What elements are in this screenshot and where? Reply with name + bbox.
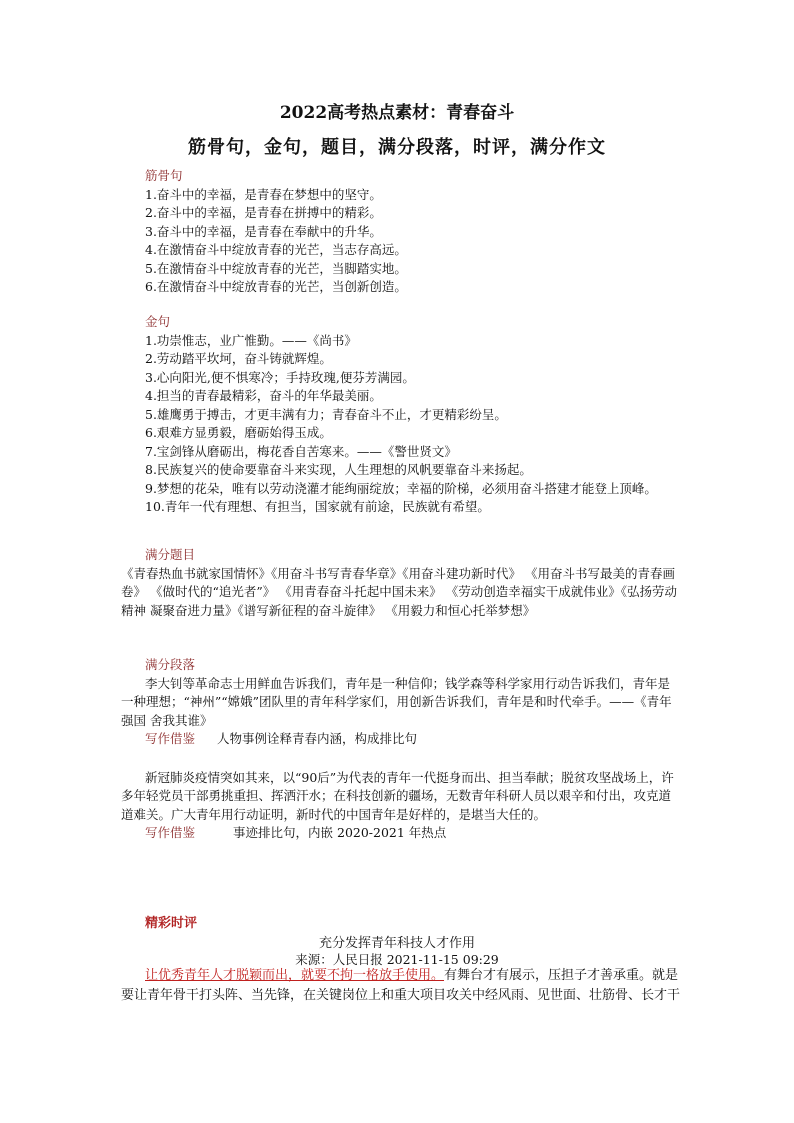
jingu-item: 5.在激情奋斗中绽放青春的光芒，当脚踏实地。 [145, 260, 407, 276]
jinju-item: 6.艰难方显勇毅，磨砺始得玉成。 [145, 425, 332, 440]
timu-text: 《青春热血书就家国情怀》《用奋斗书写青春华章》《用奋斗建功新时代》 《用奋斗书写最美的青春画卷》 《做时代的“追光者”》 《用青春奋斗托起中国未来》 《劳动创造幸福实干成就伟业》《弘扬劳动精神 凝聚奋进力量》《谱写新征程的奋斗旋律》 《用毅力和恒心托举梦想》 [121, 565, 677, 618]
article-body-text: 有舞台才有展示，压担子才善承重。就是要让青年骨干打头阵、当先锋，在关键岗位上和重大项目攻关中经风雨、见世面、壮筋骨、长才干 [121, 968, 681, 1003]
writing-note-2 [121, 824, 681, 843]
jingu-item: 2.奋斗中的幸福，是青春在拼搏中的精彩。 [145, 205, 382, 220]
timu-section [121, 546, 681, 620]
duanluo-heading: 满分段落 [145, 657, 196, 672]
writing-note-label: 写作借鉴 [145, 825, 196, 840]
jingu-item: 1.奋斗中的幸福，是青春在梦想中的坚守。 [145, 186, 382, 202]
document-subtitle: 筋骨句，金句，题目，满分段落，时评，满分作文 [188, 137, 606, 158]
jingu-item: 4.在激情奋斗中绽放青春的光芒，当志存高远。 [145, 242, 407, 257]
writing-note-1 [121, 730, 681, 749]
jingu-section [121, 167, 681, 297]
jinju-item: 10.青年一代有理想、有担当，国家就有前途，民族就有希望。 [145, 499, 490, 514]
jinju-item: 2.劳动踏平坎坷，奋斗铸就辉煌。 [145, 351, 332, 366]
jinju-item: 3.心向阳光,便不惧寒冷；手持玫瑰,便芬芳满园。 [145, 369, 415, 385]
article-body [121, 966, 683, 1006]
jinju-item: 7.宝剑锋从磨砺出，梅花香自苦寒来。——《警世贤文》 [145, 443, 457, 459]
jinju-item: 5.雄鹰勇于搏击，才更丰满有力；青春奋斗不止，才更精彩纷呈。 [145, 406, 507, 422]
jingu-heading: 筋骨句 [145, 168, 183, 183]
timu-heading: 满分题目 [145, 547, 196, 562]
jinju-item: 8.民族复兴的使命要靠奋斗来实现，人生理想的风帆要靠奋斗来扬起。 [145, 462, 532, 477]
jingu-item: 3.奋斗中的幸福，是青春在奉献中的升华。 [145, 223, 382, 239]
jinju-item: 9.梦想的花朵，唯有以劳动浇灌才能绚丽绽放；幸福的阶梯，必须用奋斗搭建才能登上顶峰。 [145, 480, 657, 496]
duanluo-section [121, 656, 681, 843]
article-title: 充分发挥青年科技人才作用 [318, 936, 475, 951]
duanluo-paragraph-2: 新冠肺炎疫情突如其来，以“90后”为代表的青年一代挺身而出、担当奉献；脱贫攻坚战场上，许多年轻党员干部勇挑重担、挥洒汗水；在科技创新的疆场，无数青年科研人员以艰辛和付出，攻克道道难关。广大青年用行动证明，新时代的中国青年是好样的，是堪当大任的。 [121, 769, 674, 822]
jinju-item: 4.担当的青春最精彩，奋斗的年华最美丽。 [145, 388, 382, 403]
article-lead-underlined: 让优秀青年人才脱颖而出，就要不拘一格放手使用。 [145, 968, 445, 983]
jinju-section [121, 313, 681, 517]
writing-note-text: 事迹排比句，内嵌 2020-2021 年热点 [233, 825, 447, 840]
shiping-heading: 精彩时评 [145, 916, 198, 931]
article-source: 来源：人民日报 2021-11-15 09:29 [295, 952, 499, 967]
duanluo-paragraph-1: 李大钊等革命志士用鲜血告诉我们，青年是一种信仰；钱学森等科学家用行动告诉我们，青年是一种理想；“神州”“嫦娥”团队里的青年科学家们，用创新告诉我们，青年是和时代牵手。——《青年强国 舍我其谁》 [121, 675, 672, 728]
jinju-heading: 金句 [145, 314, 171, 329]
writing-note-label: 写作借鉴 [145, 731, 196, 746]
jinju-item: 1.功崇惟志，业广惟勤。——《尚书》 [145, 332, 357, 348]
jingu-item: 6.在激情奋斗中绽放青春的光芒，当创新创造。 [145, 279, 407, 294]
writing-note-text: 人物事例诠释青春内涵，构成排比句 [217, 731, 418, 746]
document-title: 2022高考热点素材：青春奋斗 [279, 103, 515, 123]
